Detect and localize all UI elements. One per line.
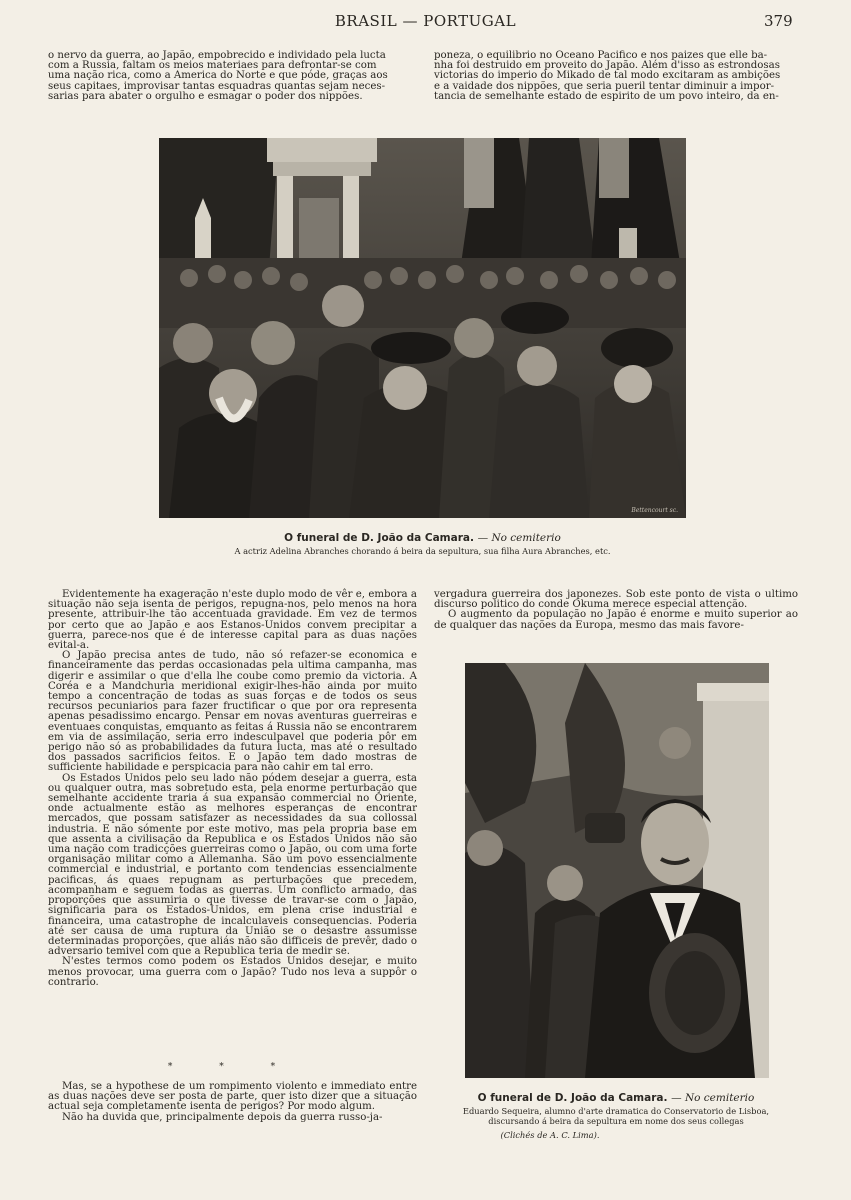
figure1-title: O funeral de D. João da Camara. bbox=[284, 532, 474, 544]
section-separator: * * * bbox=[167, 1062, 298, 1072]
figure2-caption-title bbox=[434, 1092, 798, 1104]
text-line: tancia de semelhante estado de espirito de um povo inteiro, da en- bbox=[434, 90, 779, 102]
figure2-subtitle: — No cemiterio bbox=[671, 1092, 755, 1104]
text-line: poneza, o equilibrio no Oceano Pacifico e nos paizes que elle ba- bbox=[434, 50, 768, 61]
text-line: uma nação rica, como a America do Norte e que póde, graças aos bbox=[48, 70, 388, 82]
top-right-text bbox=[434, 51, 798, 102]
text-line: e a vaidade dos nippões, que seria pueril tentar diminuir a impor- bbox=[434, 80, 775, 92]
paragraph: Não ha duvida que, principalmente depois da guerra russo-ja- bbox=[62, 1111, 383, 1123]
paragraph: vergadura guerreira dos japonezes. Sob este ponto de vista o ultimo discurso politico do conde Okuma merece especial attenção. bbox=[434, 589, 798, 611]
funeral-crowd-photo bbox=[159, 138, 686, 518]
top-left-text bbox=[48, 51, 412, 102]
text-line: victorias do imperio do Mikado de tal modo excitaram as ambições bbox=[434, 70, 781, 82]
photo-credit: (Clichés de A. C. Lima). bbox=[500, 1130, 600, 1140]
paragraph: Evidentemente ha exageração n'este duplo modo de vêr e, embora a situação não seja isenta de perigos, repugna-nos, pelo menos na hora presente, attribuir-lhe tão accentuada gravidade. Em vez de termos por certo que ao Japão e aos Estanos-Unidos convem precipitar a guerra, parece-nos que é de interesse capital para as duas nações evital-a. bbox=[48, 589, 417, 652]
text-line: sarias para abater o orgulho e esmagar o poder dos nippões. bbox=[48, 90, 363, 102]
left-column-text bbox=[48, 590, 417, 988]
text-line: nha foi destruido em proveito do Japão. Além d'isso as estrondosas bbox=[434, 60, 780, 72]
page-number: 379 bbox=[764, 12, 793, 30]
figure2-caption-line: discursando á beira da sepultura em nome dos seus collegas bbox=[488, 1116, 744, 1126]
text-line: seus capitaes, improvisar tantas esquadras quantas sejam neces- bbox=[48, 80, 386, 92]
figure2-title: O funeral de D. João da Camara. bbox=[477, 1092, 668, 1104]
paragraph: O augmento da população no Japão é enorme e muito superior ao de qualquer das nações da Europa, mesmo das mais favore- bbox=[434, 609, 798, 631]
right-column-text bbox=[434, 590, 798, 631]
figure1-caption-title bbox=[159, 532, 686, 544]
text-line: com a Russia, faltam os meios materiaes para defrontar-se com bbox=[48, 60, 377, 72]
running-header: BRASIL — PORTUGAL bbox=[334, 12, 517, 30]
text-line: o nervo da guerra, ao Japão, empobrecido e individado pela lucta bbox=[48, 50, 386, 61]
speaker-photo bbox=[465, 663, 769, 1078]
paragraph: Mas, se a hypothese de um rompimento violento e immediato entre as duas nações deve ser posta de parte, quer isto dizer que a situação actual seja completamente isenta de perigos? Por modo algum. bbox=[48, 1081, 417, 1113]
figure1-subtitle: — No cemiterio bbox=[477, 532, 561, 544]
paragraph: N'estes termos como podem os Estados Unidos desejar, e muito menos provocar, uma guerra com o Japão? Tudo nos leva a suppôr o contrario. bbox=[48, 956, 417, 988]
engraver-signature: Bettencourt sc. bbox=[631, 507, 678, 514]
figure2-caption-line: Eduardo Sequeira, alumno d'arte dramatica do Conservatorio de Lisboa, bbox=[462, 1106, 770, 1116]
paragraph: Os Estados Unidos pelo seu lado não pódem desejar a guerra, esta ou qualquer outra, mas sobretudo esta, pela enorme perturbação que semelhante accidente traria á sua expansão commercial no Oriente, onde actualmente estão as melhores esperanças de encontrar mercados, que possam satisfazer as necessidades da sua collossal industria. E não sómente por este motivo, mas pela propria base em que assenta a civilisação da Republica e os Estados Unidos não são uma nação com tradicções guerreiras como o Japão, ou com uma forte organisação militar como a Allemanha. São um povo essencialmente commercial e industrial, e portanto com tendencias essencialmente pacificas, ás quaes repugnam as perturbações que precedem, acompanham e seguem todas as guerras. Um conflicto armado, das proporções que assumiria o que tivesse de travar-se com o Japão, significaria para os Estados-Unidos, em plena crise industrial e financeira, uma catastrophe de incalculaveis consequencias. Poderia até ser causa de uma ruptura da União se o desastre assumisse determinadas proporções, que aliás não são difficeis de prevêr, dado o adversario temivel com que a Republica teria de medir se. bbox=[48, 772, 417, 958]
figure1-caption: A actriz Adelina Abranches chorando á beira da sepultura, sua filha Aura Abranches, etc. bbox=[234, 546, 611, 556]
left-column-continued bbox=[48, 1082, 417, 1123]
paragraph: O Japão precisa antes de tudo, não só refazer-se economica e financeiramente das perdas occasionadas pela ultima campanha, mas digerir e assimilar o que d'ella lhe coube como premio da victoria. A Coréa e a Mandchuria meridional exigir-lhes-hão ainda por muito tempo a concentração de todas as suas forças e de todos os seus recursos pecuniarios para fazer fructificar o que por ora representa apenas pesadissimo encargo. Pensar em novas aventuras guerreiras e eventuaes conquistas, emquanto as feitas á Russia não se encontrarem em via de assimilação, seria erro indesculpavel que poderia pôr em perigo não só as probabilidades da futura lucta, mas até o resultado dos passados sacrificios feitos. E o Japão tem dado mostras de sufficiente habilidade e perspicacia para não cahir em tal erro. bbox=[48, 650, 417, 774]
